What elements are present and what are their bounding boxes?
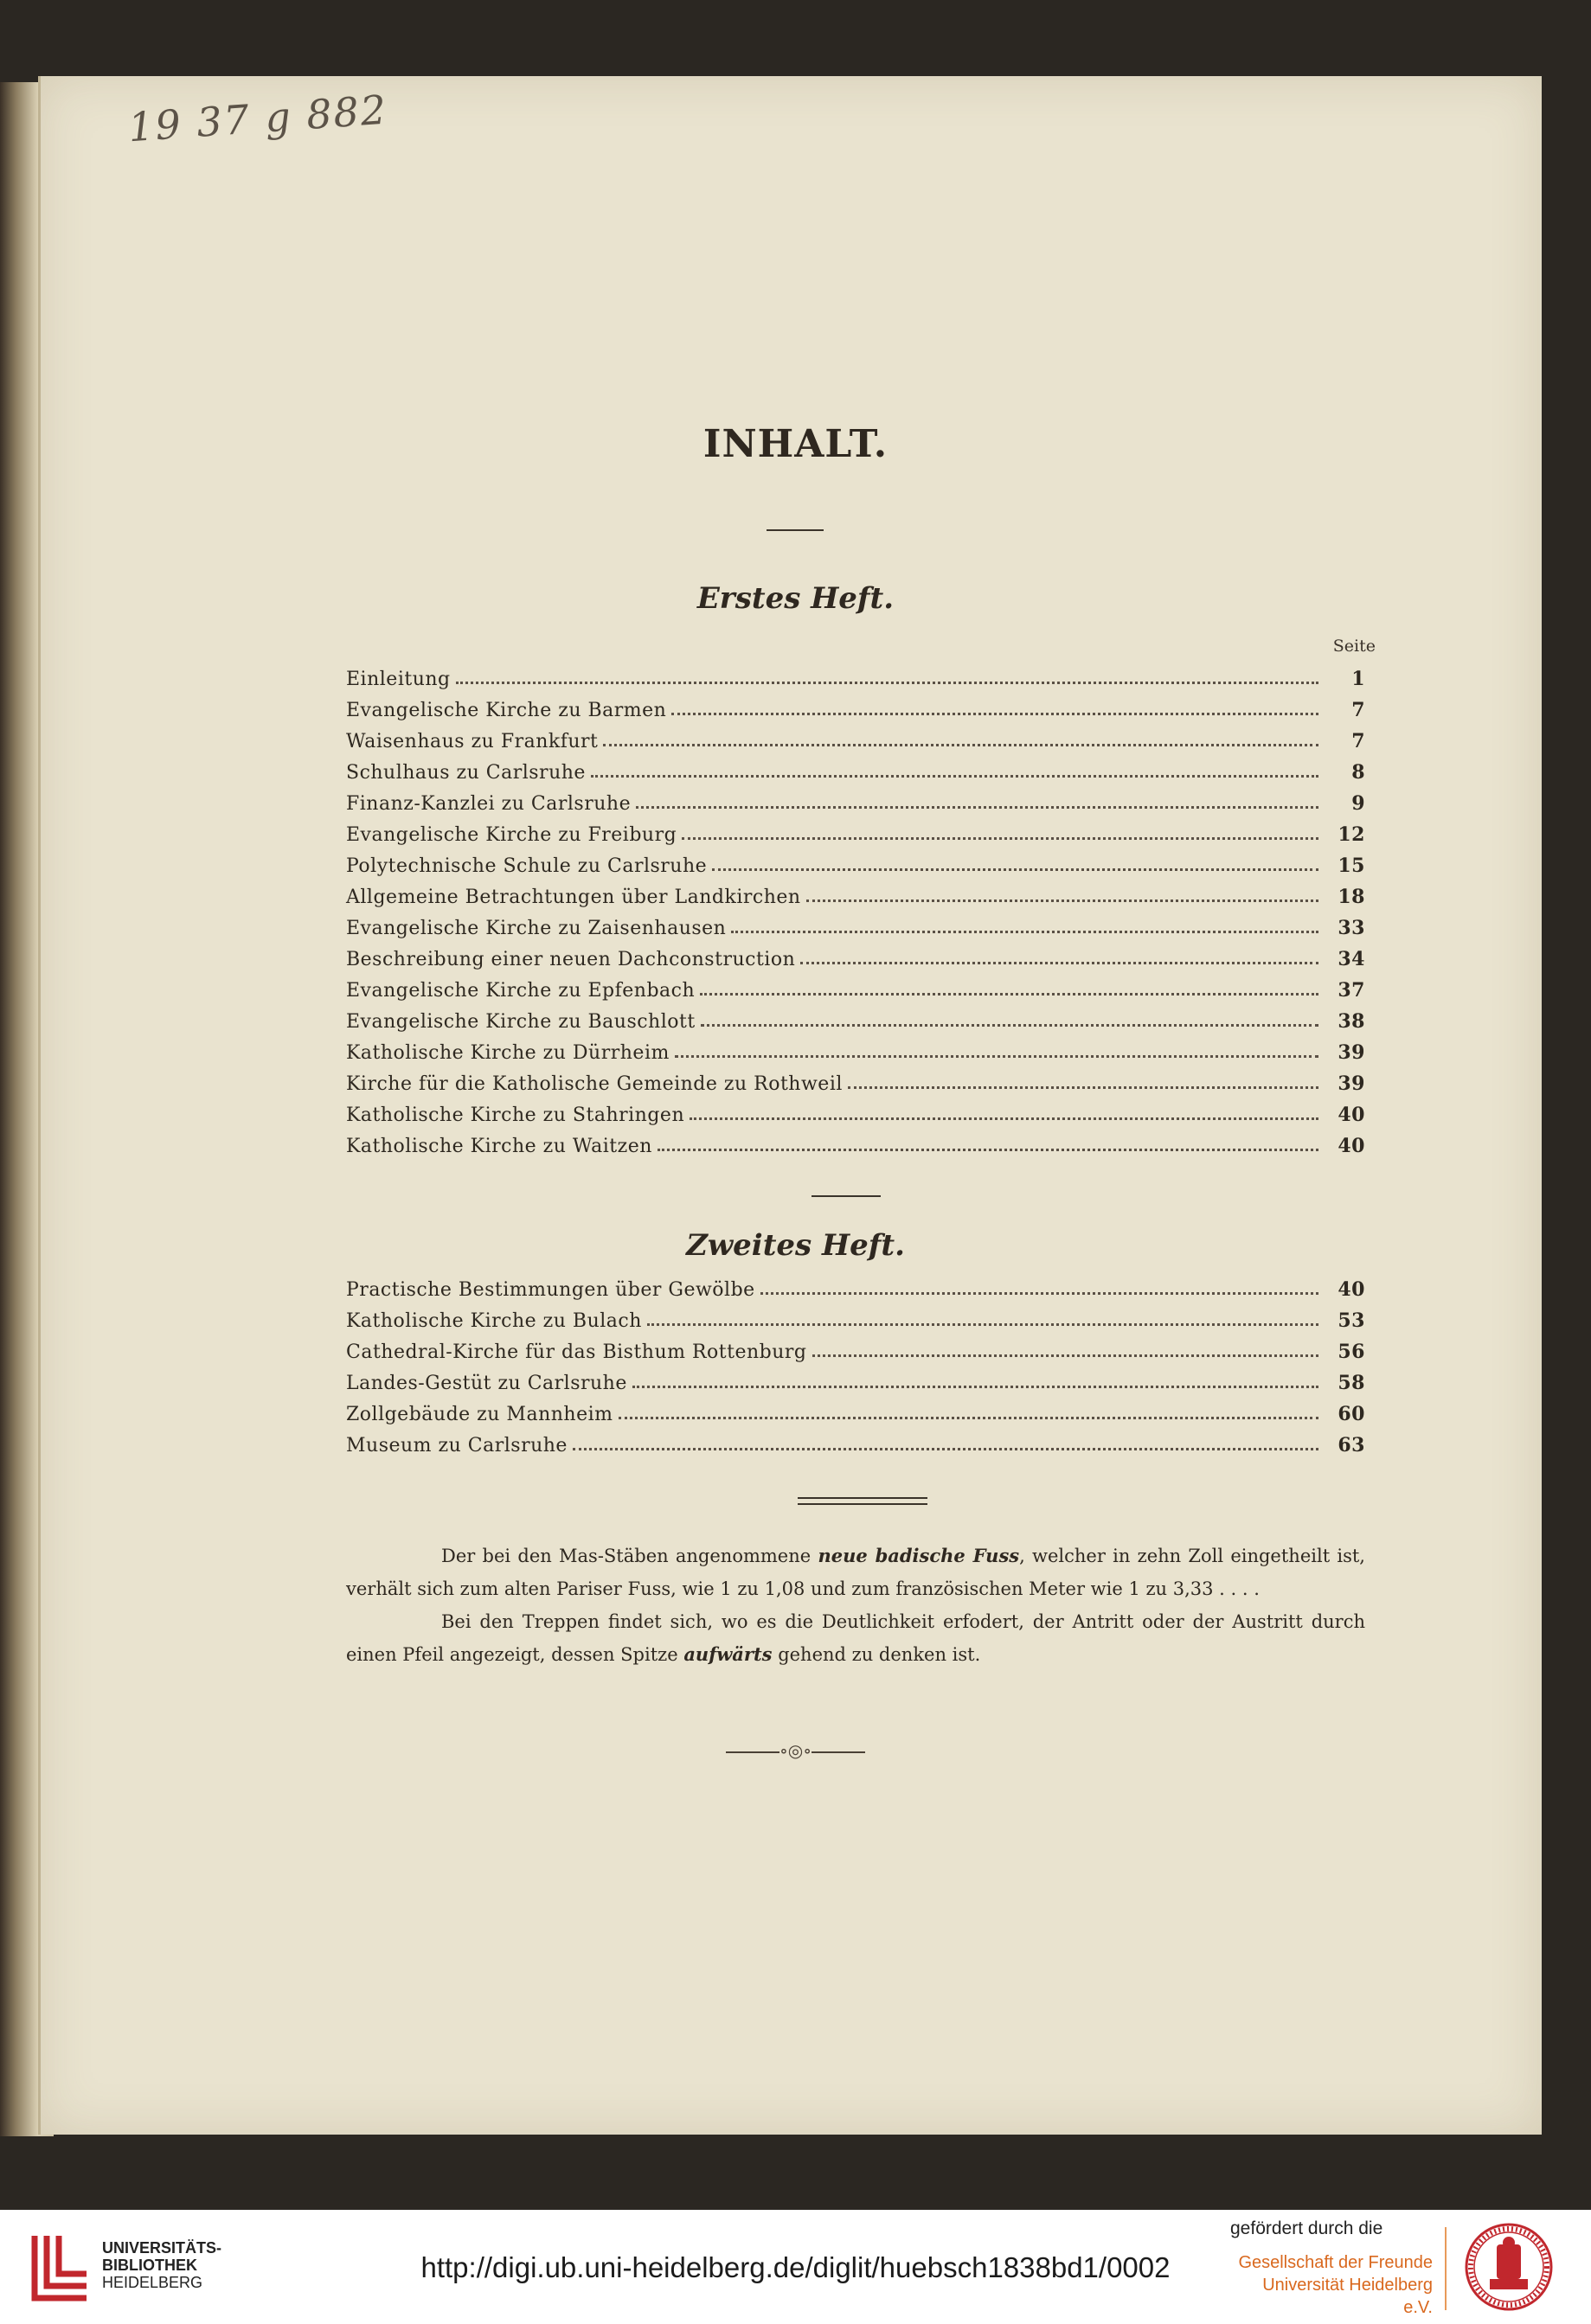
toc-entry-page: 63: [1338, 1434, 1365, 1457]
toc-entry-title: Kirche für die Katholische Gemeinde zu Rothweil: [346, 1073, 843, 1095]
toc-entry[interactable]: [346, 1064, 1365, 1095]
toc-entry[interactable]: [346, 1301, 1365, 1332]
toc-leader-dots: [675, 1055, 1318, 1058]
note-emphasis-1: neue badische Fuss: [818, 1545, 1020, 1566]
toc-entry-page: 40: [1338, 1135, 1365, 1157]
toc-leader-dots: [712, 868, 1318, 871]
note-paragraph-2: Bei den Treppen findet sich, wo es die Deutlichkeit erfodert, der Antritt oder der Austritt durch einen Pfeil angezeigt, dessen Spitze aufwärts gehend zu denken ist.: [346, 1611, 1365, 1665]
toc-entry[interactable]: [346, 659, 1365, 690]
page-title: INHALT.: [702, 422, 889, 466]
heft-1-title: Erstes Heft.: [696, 581, 895, 616]
toc-leader-dots: [731, 931, 1318, 933]
toc-entry-title: Practische Bestimmungen über Gewölbe: [346, 1279, 755, 1301]
footer-bar: [0, 2210, 1591, 2324]
toc-entry-page: 18: [1338, 886, 1365, 908]
toc-entry[interactable]: [346, 877, 1365, 908]
university-seal-icon[interactable]: [1464, 2222, 1554, 2312]
footer-divider: [1445, 2227, 1447, 2310]
note-emphasis-2: aufwärts: [683, 1643, 773, 1665]
toc-heft-2: [346, 1270, 1365, 1457]
toc-entry-title: Katholische Kirche zu Dürrheim: [346, 1042, 670, 1064]
toc-leader-dots: [603, 744, 1318, 746]
toc-entry[interactable]: [346, 1095, 1365, 1126]
double-rule-top: [798, 1497, 927, 1499]
toc-entry-page: 15: [1338, 855, 1365, 877]
toc-entry-title: Zollgebäude zu Mannheim: [346, 1404, 613, 1425]
toc-entry-title: Allgemeine Betrachtungen über Landkirchen: [346, 887, 801, 908]
toc-entry[interactable]: [346, 939, 1365, 970]
end-ornament: ∘◎∘: [0, 1740, 1591, 1761]
toc-leader-dots: [591, 775, 1318, 778]
toc-leader-dots: [700, 993, 1318, 996]
toc-entry-title: Polytechnische Schule zu Carlsruhe: [346, 855, 708, 877]
document-url-link[interactable]: http://digi.ub.uni-heidelberg.de/diglit/huebsch1838bd1/0002: [420, 2251, 1171, 2283]
toc-entry-title: Einleitung: [346, 669, 451, 690]
title-rule: [767, 529, 824, 531]
toc-entry[interactable]: [346, 1002, 1365, 1033]
notes-block: [346, 1540, 1365, 1671]
toc-entry-title: Beschreibung einer neuen Dachconstruction: [346, 949, 796, 970]
toc-entry[interactable]: [346, 721, 1365, 752]
funding-label: gefördert durch die: [1230, 2218, 1383, 2238]
toc-entry-page: 58: [1338, 1372, 1365, 1394]
toc-leader-dots: [647, 1323, 1318, 1326]
toc-entry[interactable]: [346, 752, 1365, 784]
toc-entry-page: 7: [1351, 699, 1365, 721]
toc-entry[interactable]: [346, 1033, 1365, 1064]
toc-entry[interactable]: [346, 690, 1365, 721]
toc-leader-dots: [636, 806, 1318, 809]
toc-entry[interactable]: [346, 970, 1365, 1002]
toc-entry-page: 38: [1338, 1010, 1365, 1033]
toc-entry[interactable]: [346, 1270, 1365, 1301]
toc-entry-page: 37: [1338, 979, 1365, 1002]
toc-entry-title: Museum zu Carlsruhe: [346, 1435, 568, 1457]
toc-leader-dots: [812, 1354, 1318, 1357]
toc-leader-dots: [760, 1292, 1318, 1295]
library-name: UNIVERSITÄTS- BIBLIOTHEK HEIDELBERG: [102, 2239, 222, 2291]
section-rule: [812, 1195, 881, 1197]
toc-entry-title: Evangelische Kirche zu Bauschlott: [346, 1011, 696, 1033]
note-paragraph-1: Der bei den Mas-Stäben angenommene neue badische Fuss, welcher in zehn Zoll eingetheilt ist, verhält sich zum alten Pariser Fuss, wie 1 zu 1,08 und zum französischen Meter wie 1 zu 3,33 . . . .: [346, 1545, 1365, 1599]
toc-entry[interactable]: [346, 1363, 1365, 1394]
toc-entry-page: 33: [1338, 917, 1365, 939]
toc-entry-title: Schulhaus zu Carlsruhe: [346, 762, 586, 784]
funder-name-link[interactable]: Gesellschaft der Freunde Universität Heidelberg e.V.: [1238, 2253, 1433, 2317]
toc-entry-page: 12: [1338, 823, 1365, 846]
toc-leader-dots: [573, 1448, 1318, 1450]
toc-entry-title: Katholische Kirche zu Bulach: [346, 1310, 642, 1332]
toc-entry-page: 60: [1338, 1403, 1365, 1425]
toc-entry-title: Evangelische Kirche zu Freiburg: [346, 824, 677, 846]
toc-entry-title: Katholische Kirche zu Stahringen: [346, 1104, 685, 1126]
toc-entry[interactable]: [346, 1126, 1365, 1157]
toc-entry-title: Cathedral-Kirche für das Bisthum Rottenburg: [346, 1341, 807, 1363]
handwritten-shelfmark: 19 37 g 882: [126, 86, 389, 151]
toc-entry-title: Finanz-Kanzlei zu Carlsruhe: [346, 793, 632, 815]
page-column-label: Seite: [1332, 637, 1376, 656]
toc-entry[interactable]: [346, 908, 1365, 939]
toc-entry-title: Katholische Kirche zu Waitzen: [346, 1136, 652, 1157]
toc-entry-page: 39: [1338, 1072, 1365, 1095]
toc-entry-page: 39: [1338, 1041, 1365, 1064]
toc-leader-dots: [682, 837, 1318, 840]
toc-entry[interactable]: [346, 784, 1365, 815]
toc-entry-page: 40: [1338, 1278, 1365, 1301]
toc-entry-page: 9: [1351, 792, 1365, 815]
toc-entry[interactable]: [346, 1332, 1365, 1363]
toc-entry-title: Landes-Gestüt zu Carlsruhe: [346, 1373, 627, 1394]
toc-leader-dots: [619, 1417, 1319, 1419]
toc-leader-dots: [701, 1024, 1318, 1027]
toc-entry-title: Evangelische Kirche zu Barmen: [346, 700, 667, 721]
toc-leader-dots: [456, 682, 1318, 684]
toc-entry[interactable]: [346, 1394, 1365, 1425]
toc-leader-dots: [658, 1149, 1318, 1151]
toc-leader-dots: [848, 1086, 1318, 1089]
toc-leader-dots: [671, 713, 1318, 715]
toc-leader-dots: [690, 1117, 1318, 1120]
toc-heft-1: [346, 659, 1365, 1157]
toc-entry-title: Evangelische Kirche zu Zaisenhausen: [346, 918, 727, 939]
toc-entry-page: 56: [1338, 1341, 1365, 1363]
toc-leader-dots: [632, 1386, 1318, 1388]
toc-entry-page: 8: [1351, 761, 1365, 784]
toc-entry[interactable]: [346, 815, 1365, 846]
toc-entry-title: Evangelische Kirche zu Epfenbach: [346, 980, 696, 1002]
toc-entry-title: Waisenhaus zu Frankfurt: [346, 731, 599, 752]
toc-entry-page: 40: [1338, 1104, 1365, 1126]
double-rule-bottom: [798, 1503, 927, 1505]
heft-2-title: Zweites Heft.: [686, 1228, 905, 1263]
toc-entry-page: 34: [1338, 948, 1365, 970]
toc-entry[interactable]: [346, 1425, 1365, 1457]
toc-entry-page: 7: [1351, 730, 1365, 752]
toc-entry-page: 53: [1338, 1309, 1365, 1332]
toc-leader-dots: [806, 900, 1318, 902]
toc-leader-dots: [800, 962, 1318, 964]
toc-entry[interactable]: [346, 846, 1365, 877]
toc-entry-page: 1: [1351, 668, 1365, 690]
